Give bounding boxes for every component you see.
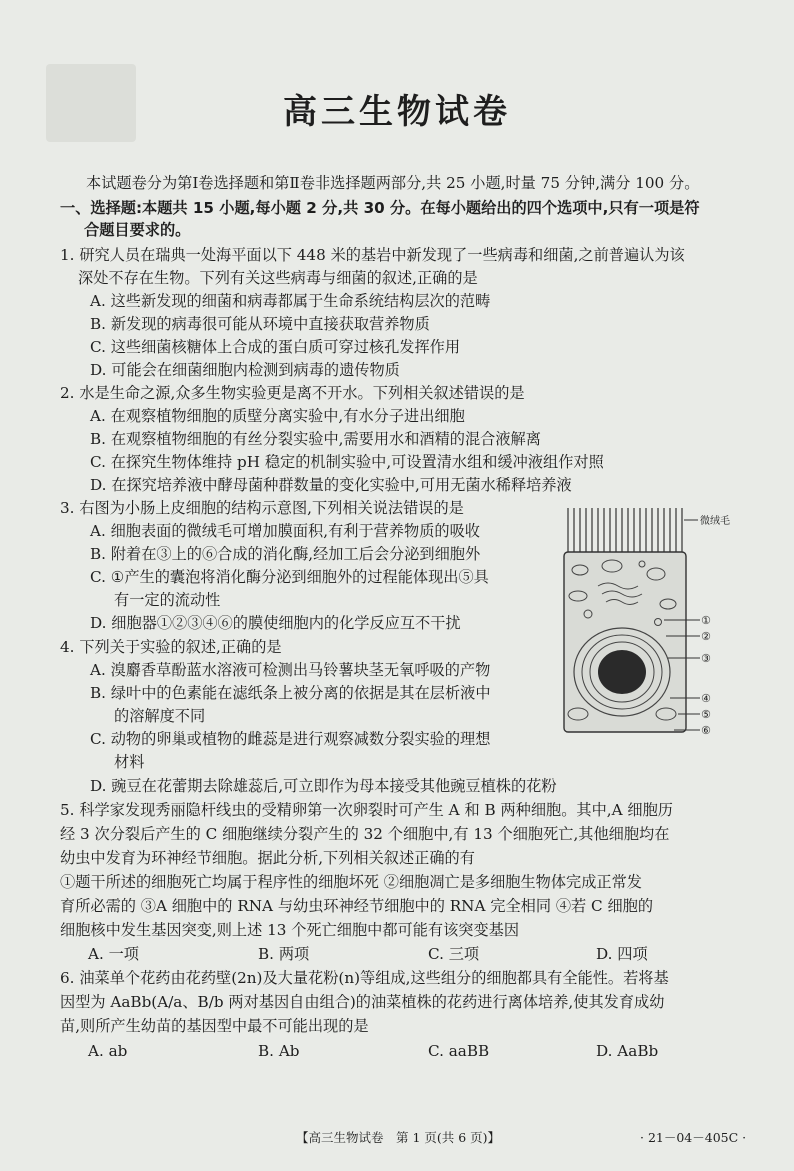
q3-option-d: D. 细胞器①②③④⑥的膜使细胞内的化学反应互不干扰	[90, 614, 461, 632]
q6-stem-line1: 6. 油菜单个花药由花药壁(2n)及大量花粉(n)等组成,这些组分的细胞都具有全能性。若将基	[60, 969, 669, 987]
cell-diagram	[558, 504, 746, 744]
q5-stem-line5: 育所必需的 ③A 细胞中的 RNA 与幼虫环神经节细胞中的 RNA 完全相同 ④若 C 细胞的	[60, 897, 654, 915]
q4-option-b-line1: B. 绿叶中的色素能在滤纸条上被分离的依据是其在层析液中	[90, 684, 491, 702]
q1-option-b: B. 新发现的病毒很可能从环境中直接获取营养物质	[90, 315, 430, 333]
q6-stem-line3: 苗,则所产生幼苗的基因型中最不可能出现的是	[60, 1017, 369, 1035]
footer-code: · 21－04－405C ·	[640, 1130, 747, 1145]
q6-option-a: A. ab	[88, 1042, 128, 1060]
q5-option-d: D. 四项	[596, 945, 648, 963]
q6-stem-line2: 因型为 AaBb(A/a、B/b 两对基因自由组合)的油菜植株的花药进行离体培养,使其发育成幼	[60, 993, 665, 1011]
q5-stem-line4: ①题干所述的细胞死亡均属于程序性的细胞坏死 ②细胞凋亡是多细胞生物体完成正常发	[60, 873, 642, 891]
marker-1: ①	[701, 614, 711, 627]
marker-4: ④	[701, 692, 711, 705]
page-title: 高三生物试卷	[283, 92, 511, 132]
q5-options	[0, 943, 794, 965]
q1-option-c: C. 这些细菌核糖体上合成的蛋白质可穿过核孔发挥作用	[90, 338, 461, 356]
section-heading-line2: 合题目要求的。	[84, 221, 191, 239]
q3-option-b: B. 附着在③上的⑥合成的消化酶,经加工后会分泌到细胞外	[90, 545, 481, 563]
q3-stem: 3. 右图为小肠上皮细胞的结构示意图,下列相关说法错误的是	[60, 499, 464, 517]
q4-stem: 4. 下列关于实验的叙述,正确的是	[60, 638, 282, 656]
cell-diagram-svg	[558, 504, 746, 744]
cell-nucleus	[598, 650, 646, 694]
q3-option-c-line2: 有一定的流动性	[114, 591, 221, 609]
q4-option-c-line1: C. 动物的卵巢或植物的雌蕊是进行观察减数分裂实验的理想	[90, 730, 491, 748]
q2-option-c: C. 在探究生物体维持 pH 稳定的机制实验中,可设置清水组和缓冲液组作对照	[90, 453, 604, 471]
section-heading-line1: 一、选择题:本题共 15 小题,每小题 2 分,共 30 分。在每小题给出的四个选项中,只有一项是符	[60, 199, 700, 217]
q4-option-b-line2: 的溶解度不同	[114, 707, 206, 725]
microvilli	[568, 508, 682, 552]
q5-option-c: C. 三项	[428, 945, 480, 963]
q5-option-b: B. 两项	[258, 945, 310, 963]
q6-option-b: B. Ab	[258, 1042, 300, 1060]
q3-option-c-line1: C. ①产生的囊泡将消化酶分泌到细胞外的过程能体现出⑤具	[90, 568, 489, 586]
q2-stem: 2. 水是生命之源,众多生物实验更是离不开水。下列相关叙述错误的是	[60, 384, 525, 402]
q4-option-d: D. 豌豆在花蕾期去除雄蕊后,可立即作为母本接受其他豌豆植株的花粉	[90, 777, 557, 795]
marker-2: ②	[701, 630, 711, 643]
q1-stem-line1: 1. 研究人员在瑞典一处海平面以下 448 米的基岩中新发现了一些病毒和细菌,之前普遍认为该	[60, 246, 685, 264]
q5-option-a: A. 一项	[88, 945, 139, 963]
q4-option-a: A. 溴麝香草酚蓝水溶液可检测出马铃薯块茎无氧呼吸的产物	[90, 661, 491, 679]
footer-page-info: 【高三生物试卷 第 1 页(共 6 页)】	[296, 1130, 501, 1145]
marker-5: ⑤	[701, 708, 711, 721]
q1-option-a: A. 这些新发现的细菌和病毒都属于生命系统结构层次的范畴	[90, 292, 491, 310]
q6-option-d: D. AaBb	[596, 1042, 659, 1060]
q5-stem-line2: 经 3 次分裂后产生的 C 细胞继续分裂产生的 32 个细胞中,有 13 个细胞死亡,其他细胞均在	[60, 825, 670, 843]
q2-option-b: B. 在观察植物细胞的有丝分裂实验中,需要用水和酒精的混合液解离	[90, 430, 541, 448]
q6-option-c: C. aaBB	[428, 1042, 490, 1060]
q5-stem-line1: 5. 科学家发现秀丽隐杆线虫的受精卵第一次卵裂时可产生 A 和 B 两种细胞。其中,A 细胞历	[60, 801, 673, 819]
q4-option-c-line2: 材料	[114, 753, 145, 771]
q2-option-d: D. 在探究培养液中酵母菌种群数量的变化实验中,可用无菌水稀释培养液	[90, 476, 572, 494]
q1-stem-line2: 深处不存在生物。下列有关这些病毒与细菌的叙述,正确的是	[78, 269, 478, 287]
q3-option-a: A. 细胞表面的微绒毛可增加膜面积,有利于营养物质的吸收	[90, 522, 480, 540]
microvilli-label: 微绒毛	[700, 516, 730, 527]
q1-option-d: D. 可能会在细菌细胞内检测到病毒的遗传物质	[90, 361, 400, 379]
intro-text: 本试题卷分为第Ⅰ卷选择题和第Ⅱ卷非选择题两部分,共 25 小题,时量 75 分钟,满分 100 分。	[86, 174, 700, 192]
q5-stem-line3: 幼虫中发育为环神经节细胞。据此分析,下列相关叙述正确的有	[60, 849, 475, 867]
marker-6: ⑥	[701, 724, 711, 737]
q6-options	[0, 1040, 794, 1062]
marker-3: ③	[701, 652, 711, 665]
q2-option-a: A. 在观察植物细胞的质壁分离实验中,有水分子进出细胞	[90, 407, 465, 425]
q5-stem-line6: 细胞核中发生基因突变,则上述 13 个死亡细胞中都可能有该突变基因	[60, 921, 520, 939]
